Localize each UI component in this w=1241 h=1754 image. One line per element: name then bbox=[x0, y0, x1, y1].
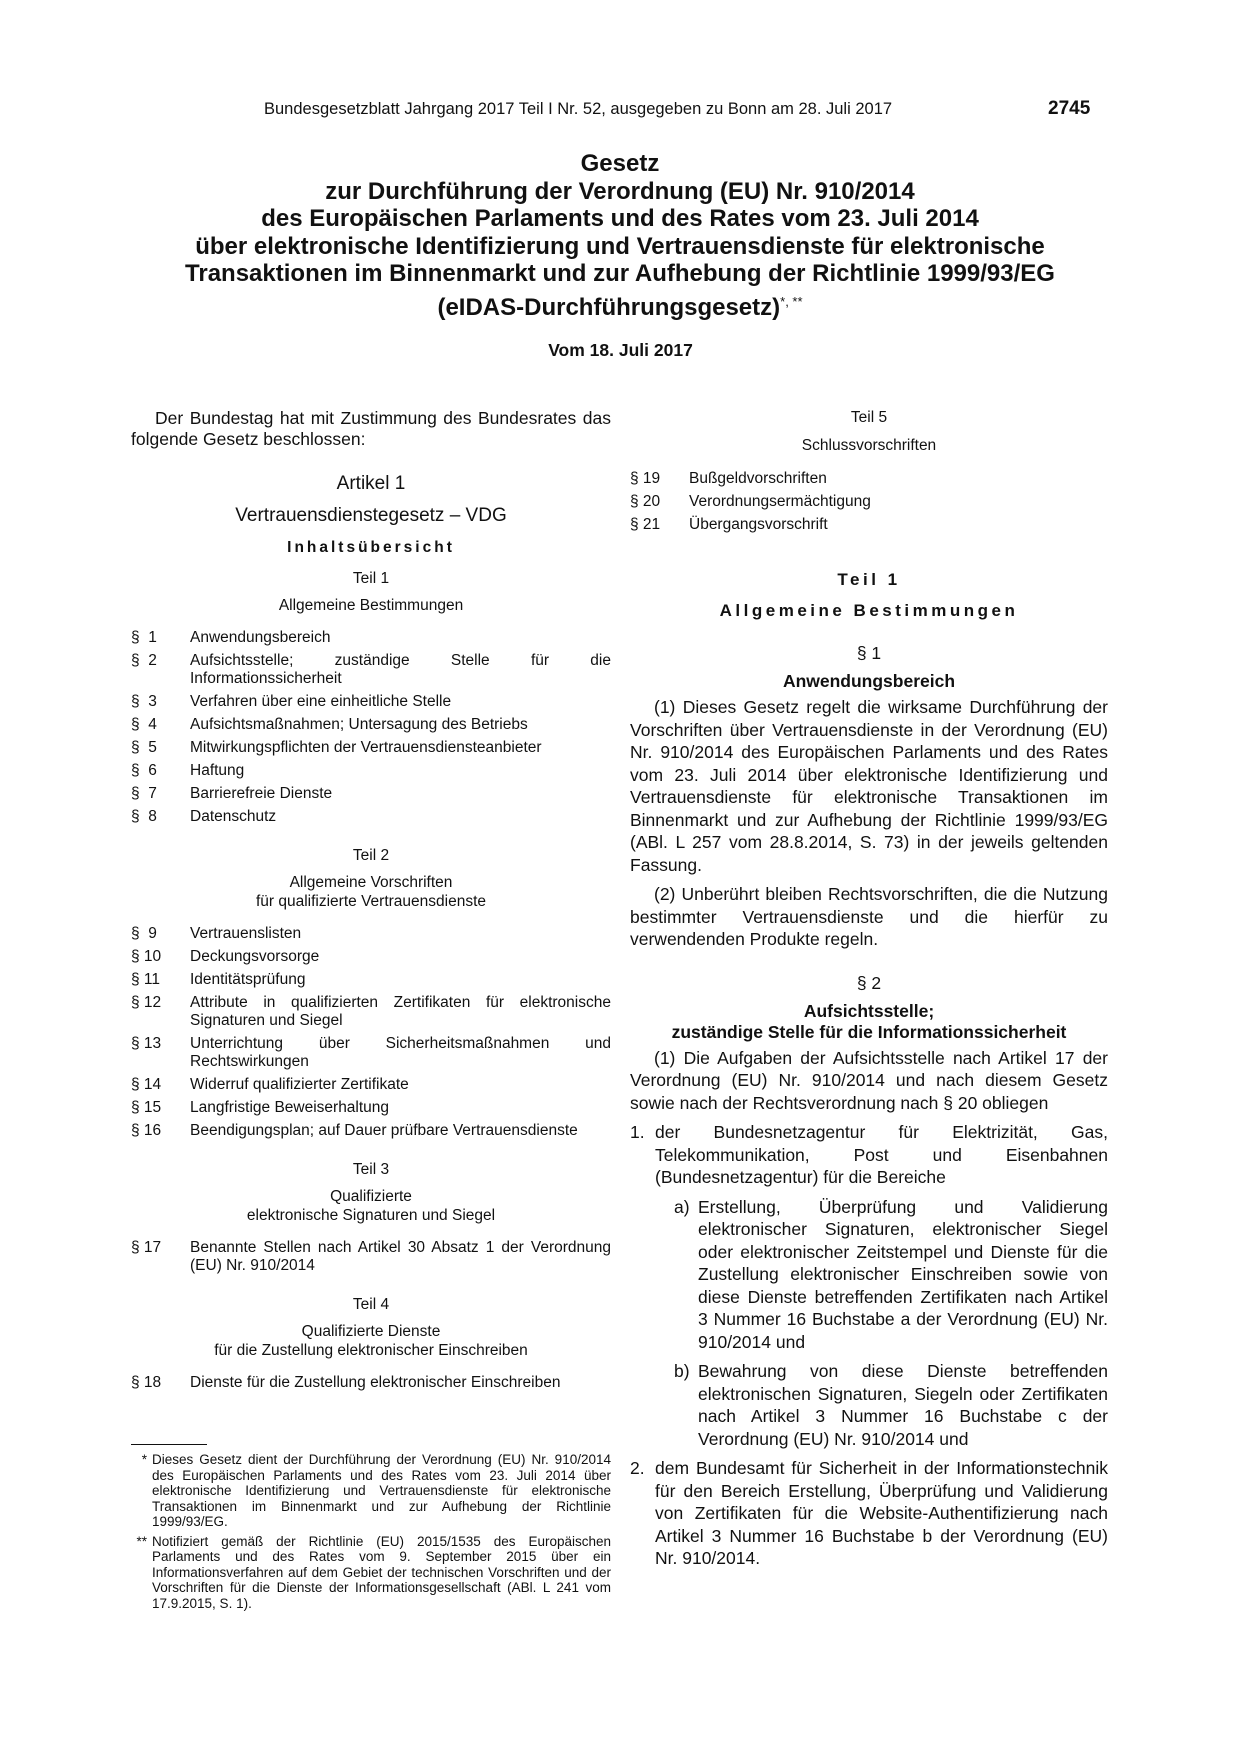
title-line: zur Durchführung der Verordnung (EU) Nr. 910/2014 bbox=[325, 177, 915, 205]
teil-name: Allgemeine Bestimmungen bbox=[719, 601, 1019, 620]
page-number: 2745 bbox=[1048, 98, 1091, 119]
toc-teil5-list bbox=[630, 470, 1108, 534]
paragraph-title: Aufsichtsstelle; bbox=[803, 1000, 935, 1021]
toc-item: § 18 Dienste für die Zustellung elektronischer Einschreiben bbox=[131, 1374, 561, 1391]
toc-item: § 21 Übergangsvorschrift bbox=[630, 516, 828, 533]
toc-item: § 20 Verordnungsermächtigung bbox=[630, 493, 871, 510]
enum-subitem: a) Erstellung, Überprüfung und Validierung elektronischer Signaturen, elektronischer Siegel oder elektronischer Zeitstempel und Dienste für die Zustellung elektronischer Einschreiben sowie von diese Dienste betreffenden Zertifikaten nach Artikel 3 Nummer 16 Buchstabe a der Verordnung (EU) Nr. 910/2014 und bbox=[674, 1196, 1108, 1352]
toc-teil4-name: für die Zustellung elektronischer Einschreiben bbox=[214, 1342, 528, 1359]
toc-teil2-name: Allgemeine Vorschriften bbox=[289, 874, 453, 891]
toc-heading: Inhaltsübersicht bbox=[287, 539, 455, 556]
title-line bbox=[120, 288, 1120, 322]
toc-item: § 14 Widerruf qualifizierter Zertifikate bbox=[131, 1076, 409, 1093]
toc-item: § 5 Mitwirkungspflichten der Vertrauensdiensteanbieter bbox=[131, 739, 542, 756]
toc-teil2-name: für qualifizierte Vertrauensdienste bbox=[255, 893, 487, 910]
toc-item: § 16 Beendigungsplan; auf Dauer prüfbare Vertrauensdienste bbox=[131, 1122, 578, 1139]
law-date: Vom 18. Juli 2017 bbox=[548, 340, 693, 360]
footnote-rule bbox=[131, 1444, 207, 1445]
enum-item: 2. dem Bundesamt für Sicherheit in der Informationstechnik für den Bereich Erstellung, Überprüfung und Validierung von Zertifikaten für die Website-Authentifizierung nach Artikel 3 Nummer 16 Buchstabe b der Verordnung (EU) Nr. 910/2014. bbox=[630, 1458, 1108, 1568]
toc-teil4-list bbox=[131, 1374, 611, 1392]
title-line: Gesetz bbox=[580, 150, 660, 177]
paragraph-title: Anwendungsbereich bbox=[782, 671, 956, 691]
toc-item: § 11 Identitätsprüfung bbox=[131, 971, 306, 988]
toc-teil2-list bbox=[131, 925, 611, 1140]
law-title bbox=[120, 150, 1120, 321]
toc-item: § 3 Verfahren über eine einheitliche Stelle bbox=[131, 693, 452, 710]
enum-subitem: b) Bewahrung von diese Dienste betreffenden elektronischen Signaturen, Siegeln oder Zertifikaten nach Artikel 3 Nummer 16 Buchstabe c der Verordnung (EU) Nr. 910/2014 und bbox=[674, 1361, 1108, 1449]
toc-teil1-name: Allgemeine Bestimmungen bbox=[278, 597, 464, 614]
law-name: Vertrauensdienstegesetz – VDG bbox=[235, 505, 507, 526]
enum-item: 1. der Bundesnetzagentur für Elektrizität, Gas, Telekommunikation, Post und Eisenbahnen (Bundesnetzagentur) für die Bereiche bbox=[630, 1122, 1108, 1187]
running-head: Bundesgesetzblatt Jahrgang 2017 Teil I Nr. 52, ausgegeben zu Bonn am 28. Juli 2017 bbox=[264, 100, 893, 118]
toc-item: § 10 Deckungsvorsorge bbox=[131, 948, 320, 965]
toc-item: § 15 Langfristige Beweiserhaltung bbox=[131, 1099, 390, 1116]
footnotes bbox=[131, 1452, 611, 1615]
toc-teil1-list bbox=[131, 629, 611, 826]
teil-heading: Teil 1 bbox=[837, 570, 901, 589]
title-line: über elektronische Identifizierung und Vertrauensdienste für elektronische bbox=[195, 232, 1045, 260]
toc-item: § 19 Bußgeldvorschriften bbox=[630, 470, 827, 487]
title-line: des Europäischen Parlaments und des Rates vom 23. Juli 2014 bbox=[261, 205, 979, 232]
toc-item: § 9 Vertrauenslisten bbox=[131, 925, 302, 942]
title-footnote-marks: *, ** bbox=[780, 293, 803, 309]
toc-teil1-label: Teil 1 bbox=[352, 570, 390, 587]
toc-item: § 8 Datenschutz bbox=[131, 808, 277, 825]
toc-item: § 12 Attribute in qualifizierten Zertifikaten für elektronische Signaturen und Siegel bbox=[131, 994, 611, 1029]
toc-teil3-label: Teil 3 bbox=[352, 1161, 390, 1178]
toc-teil2-label: Teil 2 bbox=[352, 847, 390, 864]
footnote: ** Notifiziert gemäß der Richtlinie (EU) 2015/1535 des Europäischen Parlaments und des Rates vom 9. September 2015 über ein Informationsverfahren auf dem Gebiet der technischen Vorschriften und der Vorschriften für die Dienste der Informationsgesellschaft (ABl. L 241 vom 17.9.2015, S. 1). bbox=[136, 1533, 611, 1611]
title-line: Transaktionen im Binnenmarkt und zur Aufhebung der Richtlinie 1999/93/EG bbox=[185, 260, 1055, 287]
toc-teil3-name: Qualifizierte bbox=[330, 1188, 412, 1205]
toc-item: § 4 Aufsichtsmaßnahmen; Untersagung des Betriebs bbox=[131, 716, 528, 733]
artikel-heading: Artikel 1 bbox=[336, 473, 406, 494]
paragraph-sign: § 2 bbox=[856, 972, 882, 993]
toc-teil3-list bbox=[131, 1239, 611, 1275]
toc-item: § 1 Anwendungsbereich bbox=[131, 629, 331, 646]
paragraph-text: (1) Dieses Gesetz regelt die wirksame Durchführung der Vorschriften über Vertrauensdienste in der Verordnung (EU) Nr. 910/2014 des Europäischen Parlaments und des Rates vom 23. Juli 2014 über elektronische Identifizierung und Vertrauensdienste für elektronische Transaktionen im Binnenmarkt und zur Aufhebung der Richtlinie 1999/93/EG (ABl. L 257 vom 28.8.2014, S. 73) in der jeweils geltenden Fassung. bbox=[630, 697, 1108, 875]
paragraph-text: (2) Unberührt bleiben Rechtsvorschriften, die die Nutzung bestimmter Vertrauensdienste und die hierfür zu verwendenden Produkte regeln. bbox=[630, 884, 1108, 949]
paragraph-text: (1) Die Aufgaben der Aufsichtsstelle nach Artikel 17 der Verordnung (EU) Nr. 910/2014 und nach diesem Gesetz sowie nach der Rechtsverordnung nach § 20 obliegen bbox=[630, 1047, 1108, 1113]
paragraph-title: zuständige Stelle für die Informationssicherheit bbox=[671, 1021, 1067, 1042]
left-column bbox=[131, 408, 611, 1397]
toc-teil5-label: Teil 5 bbox=[850, 409, 888, 426]
toc-teil4-name: Qualifizierte Dienste bbox=[301, 1323, 441, 1340]
toc-item: § 13 Unterrichtung über Sicherheitsmaßnahmen und Rechtswirkungen bbox=[131, 1035, 611, 1070]
title-short-name: (eIDAS-Durchführungsgesetz) bbox=[437, 293, 781, 321]
footnote: * Dieses Gesetz dient der Durchführung der Verordnung (EU) Nr. 910/2014 des Europäischen Parlaments und des Rates vom 23. Juli 2014 über elektronische Identifizierung und Vertrauensdienste für elektronische Transaktionen im Binnenmarkt und zur Aufhebung der Richtlinie 1999/93/EG. bbox=[141, 1452, 611, 1529]
toc-teil3-name: elektronische Signaturen und Siegel bbox=[246, 1207, 496, 1224]
preamble: Der Bundestag hat mit Zustimmung des Bundesrates das folgende Gesetz beschlossen: bbox=[131, 408, 611, 449]
toc-teil5-name: Schlussvorschriften bbox=[801, 437, 937, 454]
right-column bbox=[630, 408, 1108, 1570]
toc-teil4-label: Teil 4 bbox=[352, 1296, 390, 1313]
paragraph-sign: § 1 bbox=[856, 643, 882, 663]
toc-item: § 6 Haftung bbox=[131, 762, 245, 779]
toc-item: § 17 Benannte Stellen nach Artikel 30 Absatz 1 der Verordnung (EU) Nr. 910/2014 bbox=[131, 1239, 611, 1274]
toc-item: § 7 Barrierefreie Dienste bbox=[131, 785, 333, 802]
toc-item: § 2 Aufsichtsstelle; zuständige Stelle für die Informationssicherheit bbox=[131, 652, 611, 687]
